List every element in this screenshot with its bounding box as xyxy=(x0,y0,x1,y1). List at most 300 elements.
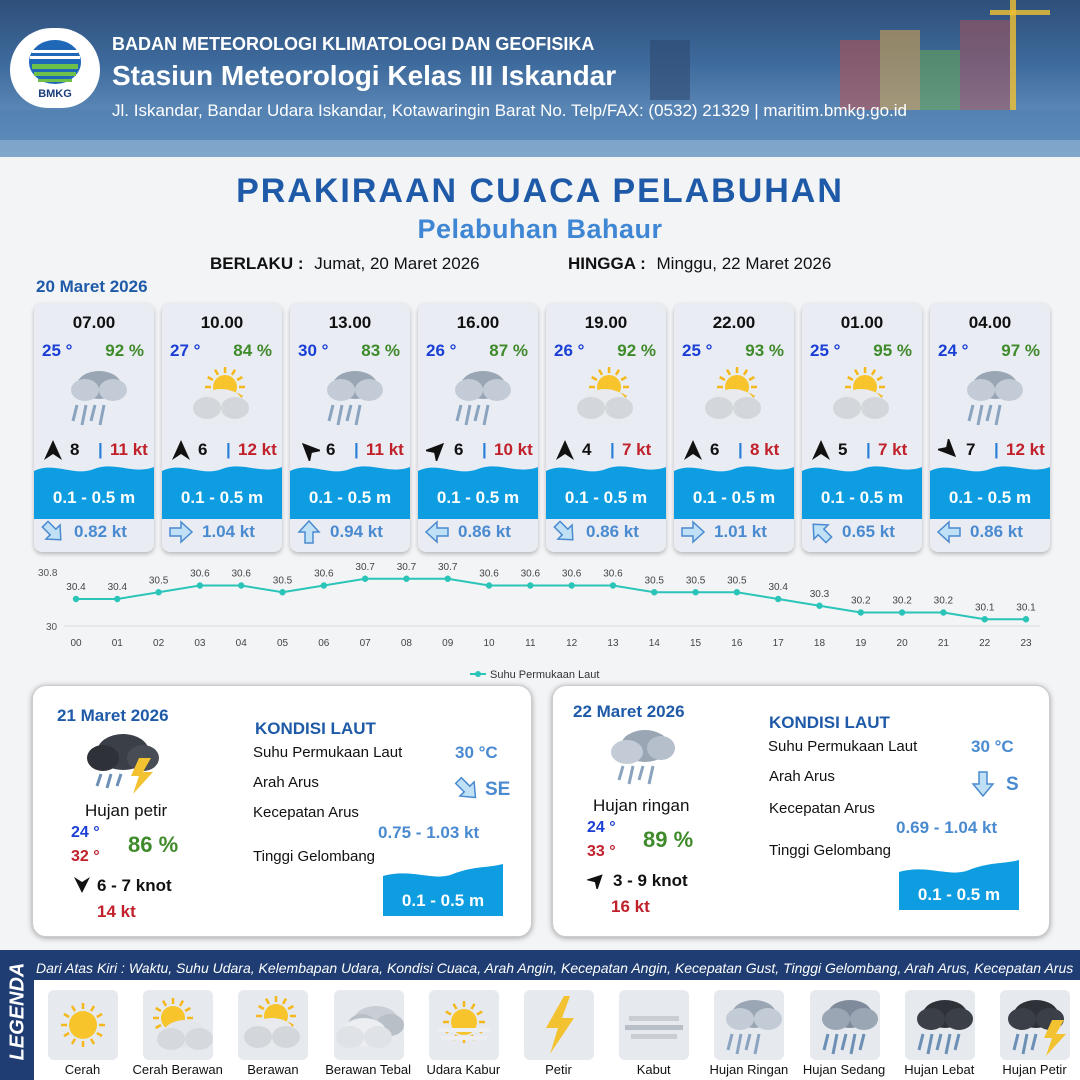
sst-data-label: 30.6 xyxy=(561,568,582,580)
wind-separator: | xyxy=(226,440,231,459)
sst-point xyxy=(981,616,987,622)
sst-legend-marker xyxy=(475,671,481,677)
sst-xtick: 10 xyxy=(483,638,495,649)
sst-point xyxy=(73,596,79,602)
sst-point xyxy=(858,609,864,615)
sst-point xyxy=(734,589,740,595)
wave-height: 0.1 - 0.5 m xyxy=(308,488,392,507)
partly-cloudy-icon xyxy=(699,361,769,431)
sst-point xyxy=(238,582,244,588)
forecast-wind xyxy=(40,439,150,463)
wind-separator: | xyxy=(98,440,103,459)
thunderstorm-icon xyxy=(81,726,171,796)
wind-speed: 6 xyxy=(326,440,336,459)
sst-xtick: 08 xyxy=(400,638,412,649)
forecast-temp: 25 ° xyxy=(810,341,841,360)
legend-item xyxy=(899,986,979,1066)
sst-xtick: 03 xyxy=(194,638,206,649)
forecast-time: 10.00 xyxy=(200,313,244,332)
mostly-sunny-icon xyxy=(143,990,213,1060)
wind-gust: 8 kt xyxy=(750,440,780,459)
haze-icon xyxy=(429,990,499,1060)
legend-icon-box xyxy=(714,990,784,1060)
sst-point xyxy=(775,596,781,602)
day3-wave-label: Tinggi Gelombang xyxy=(769,842,892,859)
partly-cloudy-icon xyxy=(238,990,308,1060)
wave-height: 0.1 - 0.5 m xyxy=(52,488,136,507)
light-rain-icon xyxy=(714,990,784,1060)
heavy-rain-icon xyxy=(905,990,975,1060)
bmkg-emblem-icon xyxy=(10,34,100,94)
header-banner xyxy=(0,0,1080,157)
forecast-humidity: 84 % xyxy=(233,341,272,360)
sst-data-label: 30.5 xyxy=(685,575,706,587)
validity-to-value: Minggu, 22 Maret 2026 xyxy=(656,254,832,273)
light-rain-icon xyxy=(605,722,685,792)
wave-height: 0.1 - 0.5 m xyxy=(436,488,520,507)
logo-text: BMKG xyxy=(38,88,72,100)
legend-item xyxy=(137,986,217,1066)
sst-xtick: 18 xyxy=(813,638,826,649)
partly-cloudy-icon xyxy=(827,361,897,431)
forecast-weather xyxy=(443,361,513,431)
wind-gust: 7 kt xyxy=(622,440,652,459)
forecast-card xyxy=(802,303,922,552)
current-direction-icon xyxy=(168,519,194,545)
sst-point xyxy=(651,589,657,595)
wind-direction-icon xyxy=(42,439,64,461)
sst-data-label: 30.3 xyxy=(809,588,830,600)
sst-data-label: 30.6 xyxy=(479,568,499,580)
legend-label: Hujan Ringan xyxy=(709,1062,789,1077)
sst-chart xyxy=(30,562,1050,682)
day2-humidity: 86 % xyxy=(128,832,179,857)
legend-icon-box xyxy=(1000,990,1070,1060)
forecast-current xyxy=(40,519,150,545)
validity-from-label: BERLAKU : xyxy=(210,254,304,273)
current-direction-icon xyxy=(40,519,66,545)
day3-date: 22 Maret 2026 xyxy=(573,702,685,721)
day3-panel xyxy=(552,685,1050,937)
forecast-time: 13.00 xyxy=(328,313,372,332)
legend-icon-box xyxy=(334,990,404,1060)
sst-point xyxy=(114,596,120,602)
sst-legend-label: Suhu Permukaan Laut xyxy=(490,669,600,681)
forecast-temp: 30 ° xyxy=(298,341,329,360)
forecast-time: 19.00 xyxy=(584,313,628,332)
day2-panel xyxy=(32,685,532,937)
legend-label: Hujan Petir xyxy=(1002,1062,1067,1077)
sst-point xyxy=(610,582,616,588)
wind-gust: 10 kt xyxy=(494,440,533,459)
light-rain-icon xyxy=(443,361,513,431)
forecast-card xyxy=(290,303,410,552)
legend-item xyxy=(613,986,693,1066)
sst-point xyxy=(1023,616,1029,622)
sst-xtick: 13 xyxy=(607,638,619,649)
day1-date: 20 Maret 2026 xyxy=(36,277,148,296)
legend-icon-box xyxy=(238,990,308,1060)
day3-temp-max: 33 ° xyxy=(587,843,616,860)
sst-point xyxy=(321,582,327,588)
legend-icon-box xyxy=(810,990,880,1060)
day2-speed-label: Kecepatan Arus xyxy=(253,804,359,821)
legend-icon-box xyxy=(48,990,118,1060)
legend-label: Hujan Sedang xyxy=(802,1062,886,1077)
forecast-wind xyxy=(424,439,534,463)
wind-direction-icon xyxy=(810,439,832,461)
sst-data-label: 30.6 xyxy=(231,568,251,580)
forecast-wind xyxy=(552,439,662,463)
day3-dir-label: Arah Arus xyxy=(769,768,835,785)
day2-temp-max: 32 ° xyxy=(71,848,100,865)
sst-xtick: 16 xyxy=(731,638,743,649)
forecast-wind xyxy=(808,439,918,463)
sst-xtick: 19 xyxy=(855,638,867,649)
sst-point xyxy=(692,589,698,595)
lightning-icon xyxy=(524,990,594,1060)
forecast-wind xyxy=(680,439,790,463)
sst-data-label: 30.7 xyxy=(438,562,458,573)
wind-direction-icon xyxy=(73,876,91,894)
validity-to-label: HINGGA : xyxy=(568,254,646,273)
sst-point xyxy=(197,582,203,588)
page-subtitle: Pelabuhan Bahaur xyxy=(417,214,663,244)
forecast-time: 16.00 xyxy=(456,313,500,332)
wave-height: 0.1 - 0.5 m xyxy=(948,488,1032,507)
forecast-wind xyxy=(936,439,1046,463)
sst-data-label: 30.5 xyxy=(148,575,169,587)
sst-xtick: 07 xyxy=(359,638,371,649)
day3-wave-value: 0.1 - 0.5 m xyxy=(917,885,1001,904)
forecast-time: 07.00 xyxy=(72,313,116,332)
current-speed: 0.94 kt xyxy=(330,522,383,541)
legend-icon-box xyxy=(143,990,213,1060)
wind-separator: | xyxy=(866,440,871,459)
station-name: Stasiun Meteorologi Kelas III Iskandar xyxy=(112,60,617,91)
page-title: PRAKIRAAN CUACA PELABUHAN xyxy=(236,172,844,210)
forecast-humidity: 87 % xyxy=(489,341,528,360)
wind-gust: 12 kt xyxy=(1006,440,1045,459)
sst-data-label: 30.6 xyxy=(520,568,541,580)
sst-data-label: 30.2 xyxy=(933,595,954,607)
legend-title: LEGENDA xyxy=(6,962,29,1061)
wind-gust: 7 kt xyxy=(878,440,908,459)
sst-data-label: 30.6 xyxy=(190,568,210,580)
forecast-humidity: 92 % xyxy=(617,341,656,360)
sst-xtick: 11 xyxy=(525,638,536,649)
sst-point xyxy=(279,589,285,595)
bmkg-logo xyxy=(10,28,100,108)
validity-to xyxy=(568,254,831,274)
partly-cloudy-icon xyxy=(571,361,641,431)
day3-condition: Hujan ringan xyxy=(593,796,690,815)
current-direction-icon xyxy=(680,519,706,545)
current-direction-icon xyxy=(808,519,834,545)
forecast-humidity: 95 % xyxy=(873,341,912,360)
org-name: BADAN METEOROLOGI KLIMATOLOGI DAN GEOFISIKA xyxy=(112,34,595,54)
forecast-time: 22.00 xyxy=(712,313,756,332)
current-se-arrow-icon xyxy=(453,775,481,803)
forecast-card xyxy=(674,303,794,552)
wind-speed: 6 xyxy=(710,440,720,459)
forecast-current xyxy=(680,519,790,545)
forecast-time: 04.00 xyxy=(968,313,1012,332)
legend-item xyxy=(328,986,408,1066)
forecast-card xyxy=(930,303,1050,552)
legend-note: Dari Atas Kiri : Waktu, Suhu Udara, Kelembapan Udara, Kondisi Cuaca, Arah Angin, Kecepatan Angin, Kecepatan Gust, Tinggi Gelombang, Arah Arus, Kecepatan Arus xyxy=(36,960,1074,976)
sst-point xyxy=(940,609,946,615)
current-direction-icon xyxy=(296,519,322,545)
wave-height: 0.1 - 0.5 m xyxy=(692,488,776,507)
sst-point xyxy=(527,582,533,588)
legend-label: Cerah xyxy=(64,1062,101,1077)
sst-point xyxy=(568,582,574,588)
wind-direction-icon xyxy=(426,439,448,461)
sst-point xyxy=(155,589,161,595)
day2-temp-min: 24 ° xyxy=(71,824,100,841)
wind-direction-icon xyxy=(298,439,320,461)
wind-direction-icon xyxy=(170,439,192,461)
day2-dir-value: SE xyxy=(485,779,511,800)
wave-height: 0.1 - 0.5 m xyxy=(564,488,648,507)
light-rain-icon xyxy=(955,361,1025,431)
sst-xtick: 05 xyxy=(276,638,289,649)
wind-separator: | xyxy=(994,440,999,459)
legend-item xyxy=(423,986,503,1066)
sst-xtick: 12 xyxy=(566,638,578,649)
legend-item xyxy=(994,986,1074,1066)
forecast-current xyxy=(168,519,278,545)
sst-point xyxy=(403,576,409,582)
legend-side-label xyxy=(0,950,34,1080)
current-speed: 0.86 kt xyxy=(458,522,511,541)
forecast-weather xyxy=(827,361,897,431)
forecast-card xyxy=(162,303,282,552)
day3-sst-label: Suhu Permukaan Laut xyxy=(768,738,918,755)
fog-icon xyxy=(619,990,689,1060)
forecast-wind xyxy=(296,439,406,463)
wind-separator: | xyxy=(738,440,743,459)
day3-gust: 16 kt xyxy=(611,897,650,916)
sst-point xyxy=(899,609,905,615)
wind-speed: 7 xyxy=(966,440,976,459)
forecast-temp: 27 ° xyxy=(170,341,201,360)
forecast-weather xyxy=(955,361,1025,431)
forecast-humidity: 97 % xyxy=(1001,341,1040,360)
current-direction-icon xyxy=(552,519,578,545)
day3-speed-label: Kecepatan Arus xyxy=(769,800,875,817)
legend-label: Berawan Tebal xyxy=(325,1062,411,1077)
current-speed: 1.01 kt xyxy=(714,522,767,541)
forecast-current xyxy=(808,519,918,545)
forecast-current xyxy=(424,519,534,545)
forecast-temp: 26 ° xyxy=(554,341,585,360)
current-s-arrow-icon xyxy=(969,770,997,798)
sst-point xyxy=(486,582,492,588)
sst-data-label: 30.5 xyxy=(644,575,664,587)
forecast-wind xyxy=(168,439,278,463)
sst-xtick: 00 xyxy=(70,638,82,649)
day2-sst-label: Suhu Permukaan Laut xyxy=(253,744,403,761)
overcast-icon xyxy=(334,990,404,1060)
forecast-temp: 26 ° xyxy=(426,341,457,360)
sst-point xyxy=(816,603,822,609)
sst-xtick: 20 xyxy=(896,638,908,649)
wind-direction-icon xyxy=(587,871,607,889)
day2-dir-label: Arah Arus xyxy=(253,774,319,791)
sst-data-label: 30.2 xyxy=(892,595,912,607)
forecast-humidity: 92 % xyxy=(105,341,144,360)
legend-icon-box xyxy=(905,990,975,1060)
legend-item xyxy=(804,986,884,1066)
sst-data-label: 30.1 xyxy=(1016,602,1036,614)
legend-item xyxy=(232,986,312,1066)
legend-icon-box xyxy=(619,990,689,1060)
wave-height: 0.1 - 0.5 m xyxy=(820,488,904,507)
sst-xtick: 01 xyxy=(111,638,123,649)
legend-label: Hujan Lebat xyxy=(904,1062,975,1077)
sst-line xyxy=(76,579,1026,620)
day3-speed-value: 0.69 - 1.04 kt xyxy=(896,818,998,837)
legend-label: Udara Kabur xyxy=(426,1062,501,1077)
wind-separator: | xyxy=(482,440,487,459)
sst-data-label: 30.7 xyxy=(396,562,417,573)
current-direction-icon xyxy=(424,519,450,545)
day2-date: 21 Maret 2026 xyxy=(57,706,169,725)
legend-item xyxy=(708,986,788,1066)
legend-icon-box xyxy=(429,990,499,1060)
wind-direction-icon xyxy=(554,439,576,461)
sst-xtick: 04 xyxy=(235,638,247,649)
forecast-current xyxy=(296,519,406,545)
wind-speed: 5 xyxy=(838,440,848,459)
sst-point xyxy=(445,576,451,582)
wind-gust: 12 kt xyxy=(238,440,277,459)
sst-xtick: 06 xyxy=(318,638,330,649)
current-direction-icon xyxy=(936,519,962,545)
sst-xtick: 23 xyxy=(1020,638,1032,649)
wind-speed: 4 xyxy=(582,440,592,459)
sst-data-label: 30.4 xyxy=(107,582,128,593)
day3-sea-heading: KONDISI LAUT xyxy=(769,713,890,732)
moderate-rain-icon xyxy=(810,990,880,1060)
wind-direction-icon xyxy=(682,439,704,461)
wind-gust: 11 kt xyxy=(110,440,148,459)
sst-data-label: 30.4 xyxy=(768,582,788,593)
light-rain-icon xyxy=(59,361,129,431)
forecast-temp: 25 ° xyxy=(682,341,713,360)
legend-label: Petir xyxy=(545,1062,572,1077)
sst-xtick: 17 xyxy=(772,638,784,649)
day3-humidity: 89 % xyxy=(643,827,694,852)
day2-wind: 6 - 7 knot xyxy=(97,876,172,895)
validity-from xyxy=(210,254,480,274)
wind-gust: 11 kt xyxy=(366,440,404,459)
sst-data-label: 30.6 xyxy=(314,568,334,580)
current-speed: 1.04 kt xyxy=(202,522,255,541)
day3-sst-value: 30 °C xyxy=(971,737,1014,756)
forecast-card xyxy=(546,303,666,552)
sst-point xyxy=(362,576,368,582)
wind-speed: 6 xyxy=(454,440,464,459)
wind-separator: | xyxy=(354,440,359,459)
sst-xtick: 14 xyxy=(648,638,660,649)
sst-data-label: 30.7 xyxy=(355,562,375,573)
sst-data-label: 30.6 xyxy=(603,568,623,580)
wind-speed: 8 xyxy=(70,440,80,459)
forecast-humidity: 83 % xyxy=(361,341,400,360)
sst-data-label: 30.2 xyxy=(851,595,871,607)
day3-wind: 3 - 9 knot xyxy=(613,871,688,890)
forecast-weather xyxy=(187,361,257,431)
station-address: Jl. Iskandar, Bandar Udara Iskandar, Kotawaringin Barat No. Telp/FAX: (0532) 21329 | maritim.bmkg.go.id xyxy=(112,101,908,120)
sst-data-label: 30.1 xyxy=(974,602,995,614)
sunny-icon xyxy=(48,990,118,1060)
forecast-current xyxy=(936,519,1046,545)
sst-ytick: 30 xyxy=(46,622,58,633)
forecast-card xyxy=(418,303,538,552)
day2-gust: 14 kt xyxy=(97,902,136,921)
sst-ytick: 30.8 xyxy=(38,568,58,579)
sst-xtick: 22 xyxy=(979,638,991,649)
sst-xtick: 15 xyxy=(690,638,702,649)
legend xyxy=(0,950,1080,1080)
current-speed: 0.65 kt xyxy=(842,522,895,541)
day2-wave-label: Tinggi Gelombang xyxy=(253,848,376,865)
forecast-temp: 24 ° xyxy=(938,341,969,360)
forecast-card xyxy=(34,303,154,552)
day3-dir-value: S xyxy=(1006,774,1019,795)
forecast-weather xyxy=(571,361,641,431)
day2-speed-value: 0.75 - 1.03 kt xyxy=(378,823,480,842)
day3-temp-min: 24 ° xyxy=(587,819,616,836)
wind-separator: | xyxy=(610,440,615,459)
forecast-weather xyxy=(699,361,769,431)
partly-cloudy-icon xyxy=(187,361,257,431)
forecast-time: 01.00 xyxy=(840,313,884,332)
day2-sst-value: 30 °C xyxy=(455,743,498,762)
current-speed: 0.82 kt xyxy=(74,522,127,541)
legend-item xyxy=(42,986,122,1066)
wave-height: 0.1 - 0.5 m xyxy=(180,488,264,507)
current-speed: 0.86 kt xyxy=(970,522,1023,541)
forecast-weather xyxy=(315,361,385,431)
wind-speed: 6 xyxy=(198,440,208,459)
thunderstorm-icon xyxy=(1000,990,1070,1060)
current-speed: 0.86 kt xyxy=(586,522,639,541)
legend-label: Cerah Berawan xyxy=(132,1062,223,1077)
sst-xtick: 02 xyxy=(153,638,165,649)
legend-label: Kabut xyxy=(636,1062,671,1077)
forecast-humidity: 93 % xyxy=(745,341,784,360)
day2-condition: Hujan petir xyxy=(85,801,168,820)
forecast-temp: 25 ° xyxy=(42,341,73,360)
legend-item xyxy=(518,986,598,1066)
legend-label: Berawan xyxy=(247,1062,299,1077)
validity-from-value: Jumat, 20 Maret 2026 xyxy=(314,254,480,273)
sst-xtick: 09 xyxy=(442,638,454,649)
sst-data-label: 30.4 xyxy=(66,582,86,593)
wind-direction-icon xyxy=(938,439,960,461)
legend-icon-box xyxy=(524,990,594,1060)
day2-sea-heading: KONDISI LAUT xyxy=(255,719,376,738)
forecast-weather xyxy=(59,361,129,431)
forecast-current xyxy=(552,519,662,545)
sst-data-label: 30.5 xyxy=(272,575,293,587)
light-rain-icon xyxy=(315,361,385,431)
sst-data-label: 30.5 xyxy=(727,575,747,587)
